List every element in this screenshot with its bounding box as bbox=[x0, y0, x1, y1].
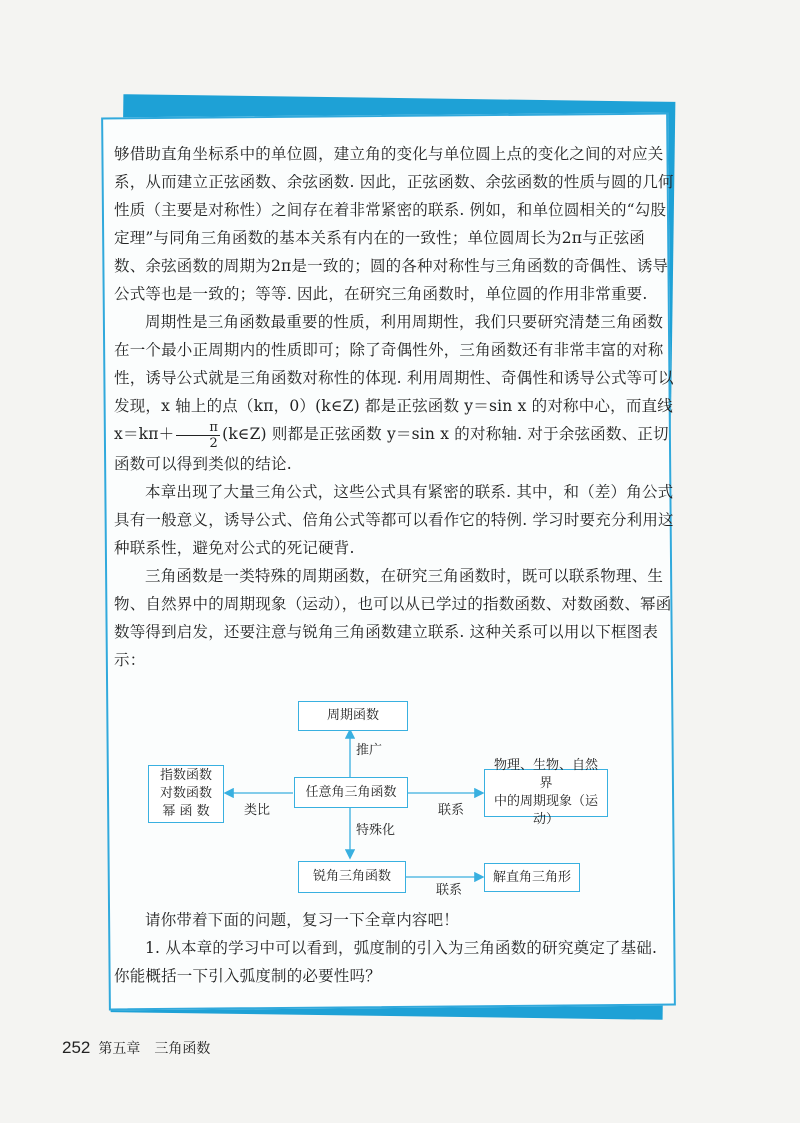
math-sentence-a: x 轴上的点（kπ，0）(k∈Z) 都是正弦函数 y＝sin x 的对称中心，而直线 x＝kπ＋ bbox=[114, 397, 673, 443]
page-number: 252 bbox=[62, 1038, 91, 1057]
math-sentence-b: (k∈Z) 则都是正弦函数 y＝sin x 的对称轴. 对于余弦函数、正切函数可以得到类似的结论. bbox=[114, 425, 669, 473]
fraction-numerator: π bbox=[176, 421, 220, 436]
label-generalize: 推广 bbox=[356, 743, 383, 758]
paragraph-2: 周期性是三角函数最重要的性质，利用周期性，我们只要研究清楚三角函数在一个最小正周期内的性质即可；除了奇偶性外，三角函数还有非常丰富的对称性，诱导公式就是三角函数对称性的体现. 利用周期性、奇偶性和诱导公式等可以发现，x 轴上的点（kπ，0）(k∈Z) 都是正弦函数 y＝sin x 的对称中心，而直线 x＝kπ＋ $\frac{\pi}{2}$ (k∈Z) 则都是正弦函数 y＝sin x 的对称轴. 对于余弦函数、正切函数可以得到类似的结论. bbox=[114, 313, 674, 473]
chapter-title: 第五章 三角函数 bbox=[98, 1041, 211, 1057]
paragraph-6: 1. 从本章的学习中可以看到，弧度制的引入为三角函数的研究奠定了基础. 你能概括一下引入弧度制的必要性吗？ bbox=[114, 939, 658, 985]
fraction-denominator: 2 bbox=[209, 435, 218, 451]
paragraph-1: 够借助直角坐标系中的单位圆，建立角的变化与单位圆上点的变化之间的对应关系，从而建立正弦函数、余弦函数. 因此，正弦函数、余弦函数的性质与圆的几何性质（主要是对称性）之间存在着非常紧密的联系. 例如，和单位圆相关的“勾股定理”与同角三角函数的基本关系有内在的一致性；单位圆周长为2π与正弦函数、余弦函数的周期为2π是一致的；圆的各种对称性与三角函数的奇偶性、诱导公式等也是一致的；等等. 因此，在研究三角函数时，单位圆的作用非常重要. bbox=[114, 145, 674, 303]
node-acute-angle-trig: 锐角三角函数 bbox=[298, 861, 406, 893]
paragraph-4: 三角函数是一类特殊的周期函数，在研究三角函数时，既可以联系物理、生物、自然界中的周期现象（运动），也可以从已学过的指数函数、对数函数、幂函数等得到启发，还要注意与锐角三角函数建立联系. 这种关系可以用以下框图表示： bbox=[114, 566, 672, 669]
node-exp-log-power: 指数函数 对数函数 幂 函 数 bbox=[148, 765, 224, 823]
label-connect-bottom: 联系 bbox=[436, 883, 463, 898]
text-closing bbox=[114, 906, 674, 990]
node-periodic-phenomena: 物理、生物、自然界 中的周期现象（运动） bbox=[484, 769, 608, 817]
paragraph-3: 本章出现了大量三角公式，这些公式具有紧密的联系. 其中，和（差）角公式具有一般意义，诱导公式、倍角公式等都可以看作它的特例. 学习时要充分利用这种联系性，避免对公式的死记硬背. bbox=[114, 482, 674, 557]
node-solve-right-triangle: 解直角三角形 bbox=[484, 863, 580, 892]
node-any-angle-trig: 任意角三角函数 bbox=[294, 777, 408, 808]
paragraph-5: 请你带着下面的问题，复习一下全章内容吧！ bbox=[145, 911, 460, 929]
fraction-pi-over-2 bbox=[176, 421, 220, 450]
label-analogy: 类比 bbox=[244, 803, 271, 818]
text-body bbox=[114, 140, 674, 674]
page-footer bbox=[62, 1038, 210, 1058]
label-connect: 联系 bbox=[438, 803, 465, 818]
concept-diagram bbox=[148, 697, 608, 897]
label-specialize: 特殊化 bbox=[356, 823, 396, 838]
node-periodic-function: 周期函数 bbox=[298, 701, 408, 731]
